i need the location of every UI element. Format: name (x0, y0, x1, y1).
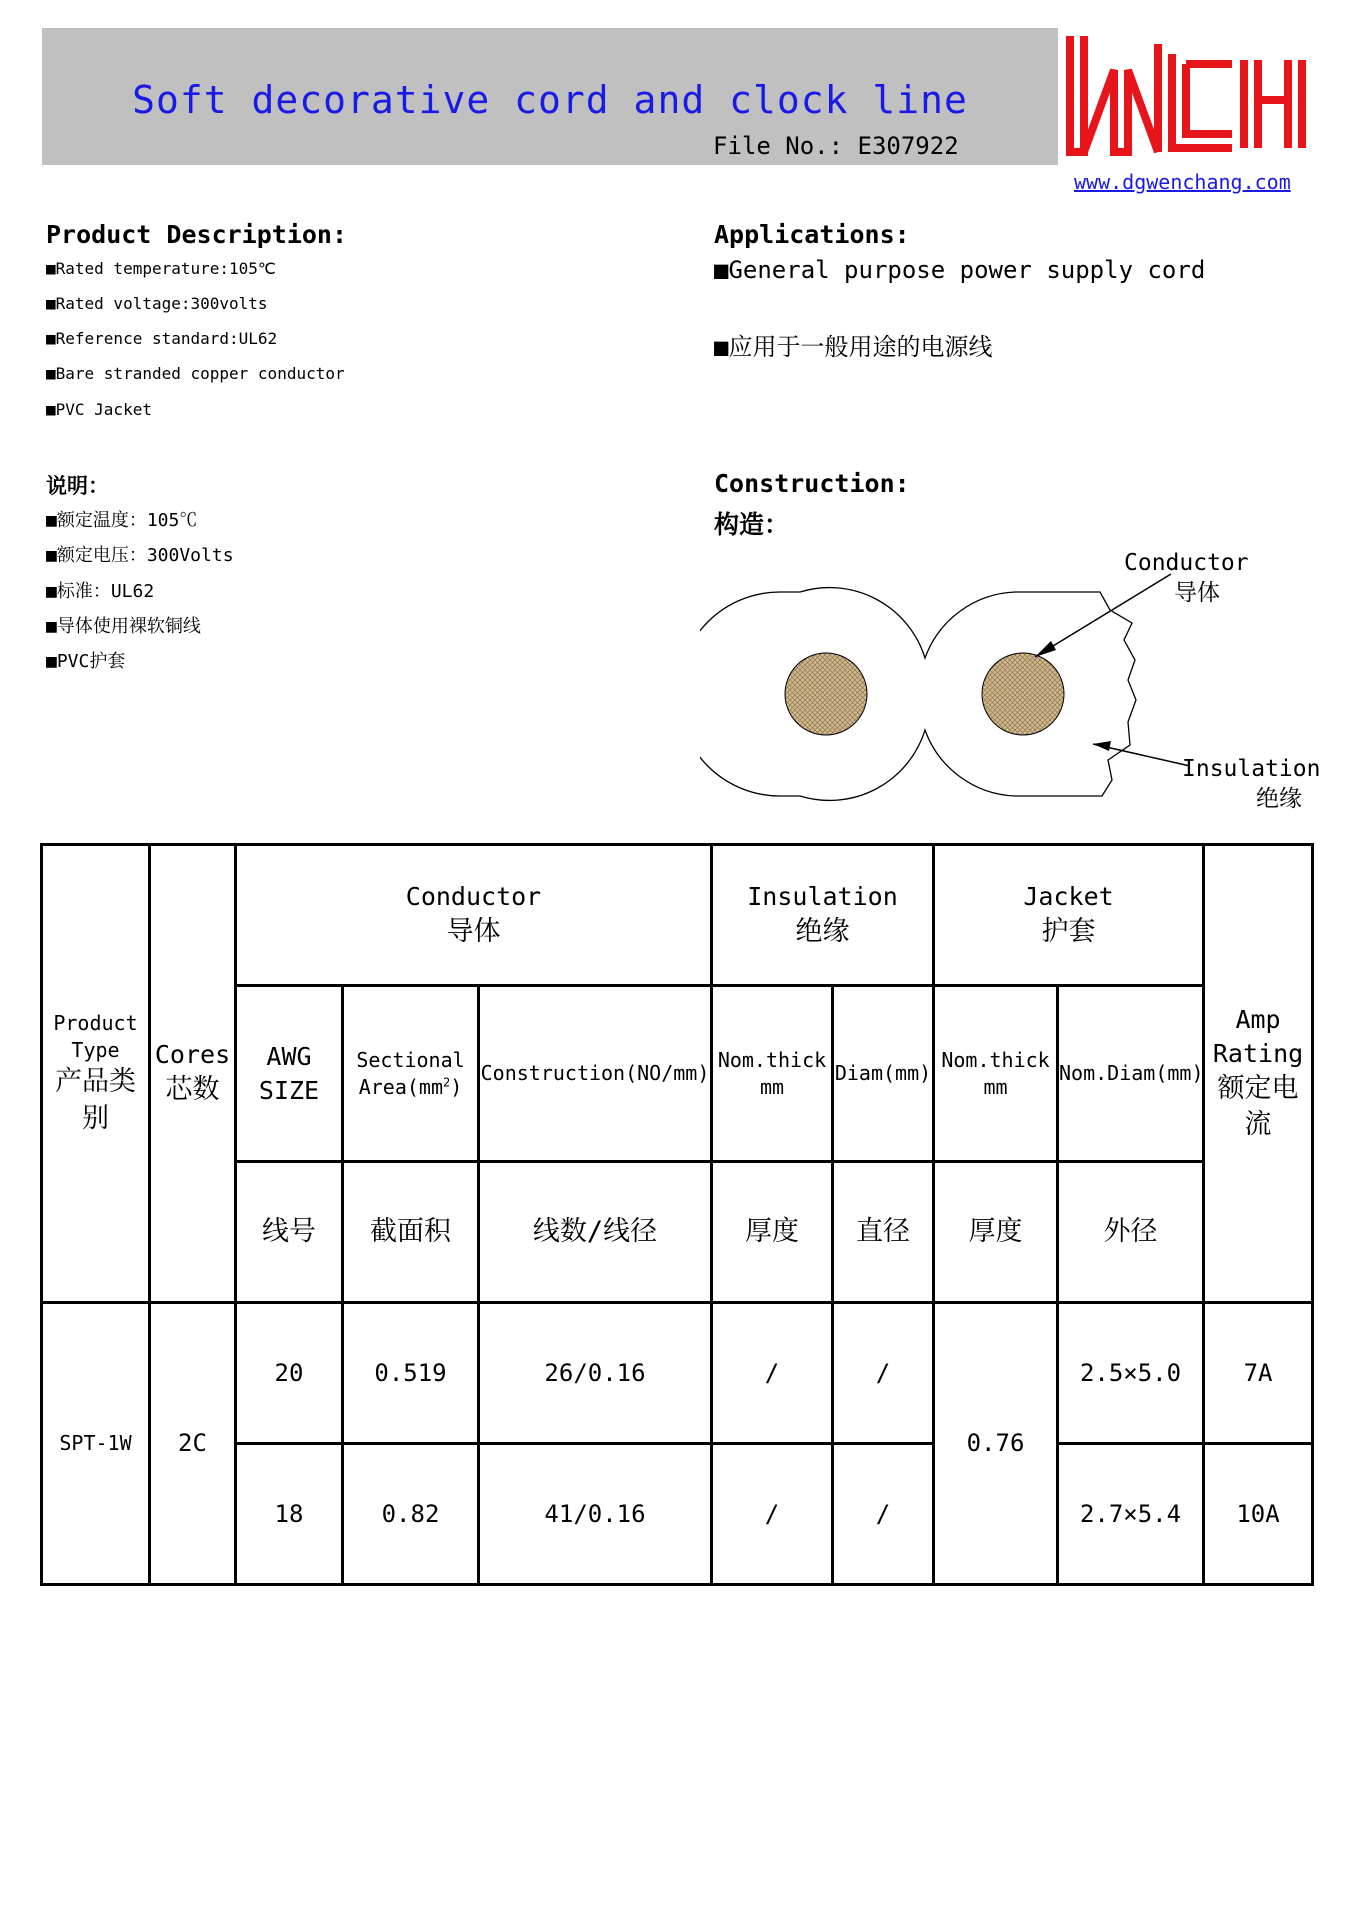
area-cell: 0.519 (343, 1303, 479, 1444)
description-cn-item: ■导体使用裸软铜线 (46, 616, 201, 637)
specification-table (40, 843, 1314, 1586)
document-title: Soft decorative cord and clock line (132, 78, 968, 122)
ins-thick-cell: / (712, 1444, 833, 1585)
jacket-thick-header: Nom.thick mm (934, 986, 1058, 1162)
insulation-label: Insulation (1182, 756, 1321, 782)
awg-size-header: AWG SIZE (236, 986, 343, 1162)
description-item: ■Rated voltage:300volts (46, 294, 268, 313)
product-description-heading: Product Description: (46, 220, 348, 249)
conductor-label: Conductor (1124, 550, 1249, 576)
jacket-diam-cell: 2.7×5.4 (1058, 1444, 1204, 1585)
construction-header: Construction(NO/mm) (479, 986, 712, 1162)
construction-cell: 41/0.16 (479, 1444, 712, 1585)
conductor-label-cn: 导体 (1174, 580, 1220, 606)
ins-thick-cn-header: 厚度 (712, 1162, 833, 1303)
construction-cell: 26/0.16 (479, 1303, 712, 1444)
area-cell: 0.82 (343, 1444, 479, 1585)
jacket-diam-cell: 2.5×5.0 (1058, 1303, 1204, 1444)
product-cell: SPT-1W (42, 1303, 150, 1585)
jacket-thick-cell: 0.76 (934, 1303, 1058, 1585)
website-link[interactable]: www.dgwenchang.com (1074, 170, 1291, 194)
amp-rating-header: Amp Rating 额定电 流 (1204, 845, 1313, 1303)
description-cn-item: ■PVC护套 (46, 651, 126, 672)
description-item: ■Rated temperature:105℃ (46, 259, 276, 278)
cores-header: Cores 芯数 (150, 845, 236, 1303)
description-item: ■Bare stranded copper conductor (46, 364, 345, 383)
cable-cross-section-diagram (700, 540, 1340, 820)
application-item: ■应用于一般用途的电源线 (714, 333, 993, 361)
description-cn-item: ■额定温度：105℃ (46, 510, 198, 531)
conductor-left (785, 653, 867, 735)
applications-heading: Applications: (714, 220, 910, 249)
ins-diam-cell: / (833, 1444, 934, 1585)
table-row (42, 1303, 1313, 1444)
company-logo (1062, 30, 1308, 160)
awg-cn-header: 线号 (236, 1162, 343, 1303)
description-cn-item: ■标准：UL62 (46, 581, 155, 602)
description-item: ■Reference standard:UL62 (46, 329, 278, 348)
awg-cell: 18 (236, 1444, 343, 1585)
ins-diam-cn-header: 直径 (833, 1162, 934, 1303)
jacket-diam-header: Nom.Diam(mm) (1058, 986, 1204, 1162)
product-type-header: Product Type 产品类 别 (42, 845, 150, 1303)
description-cn-heading: 说明： (46, 474, 109, 498)
description-cn-item: ■额定电压：300Volts (46, 545, 234, 566)
ins-thick-cell: / (712, 1303, 833, 1444)
application-item: ■General purpose power supply cord (714, 256, 1206, 284)
insulation-header: Insulation 绝缘 (712, 845, 934, 986)
sectional-cn-header: 截面积 (343, 1162, 479, 1303)
insulation-thick-header: Nom.thick mm (712, 986, 833, 1162)
description-item: ■PVC Jacket (46, 400, 152, 419)
insulation-diam-header: Diam(mm) (833, 986, 934, 1162)
construction-heading: Construction: (714, 469, 910, 498)
awg-cell: 20 (236, 1303, 343, 1444)
ins-diam-cell: / (833, 1303, 934, 1444)
jac-diam-cn-header: 外径 (1058, 1162, 1204, 1303)
amp-cell: 7A (1204, 1303, 1313, 1444)
construction-cn-header: 线数/线径 (479, 1162, 712, 1303)
sectional-area-header: Sectional $Area(mm^2)$ (343, 986, 479, 1162)
jac-thick-cn-header: 厚度 (934, 1162, 1058, 1303)
conductor-right (982, 653, 1064, 735)
conductor-header: Conductor 导体 (236, 845, 712, 986)
file-number: File No.: E307922 (713, 132, 959, 160)
construction-heading-cn: 构造： (714, 510, 790, 539)
amp-cell: 10A (1204, 1444, 1313, 1585)
cores-cell: 2C (150, 1303, 236, 1585)
jacket-header: Jacket 护套 (934, 845, 1204, 986)
insulation-label-cn: 绝缘 (1256, 786, 1302, 812)
insulation-outline (700, 588, 1136, 801)
